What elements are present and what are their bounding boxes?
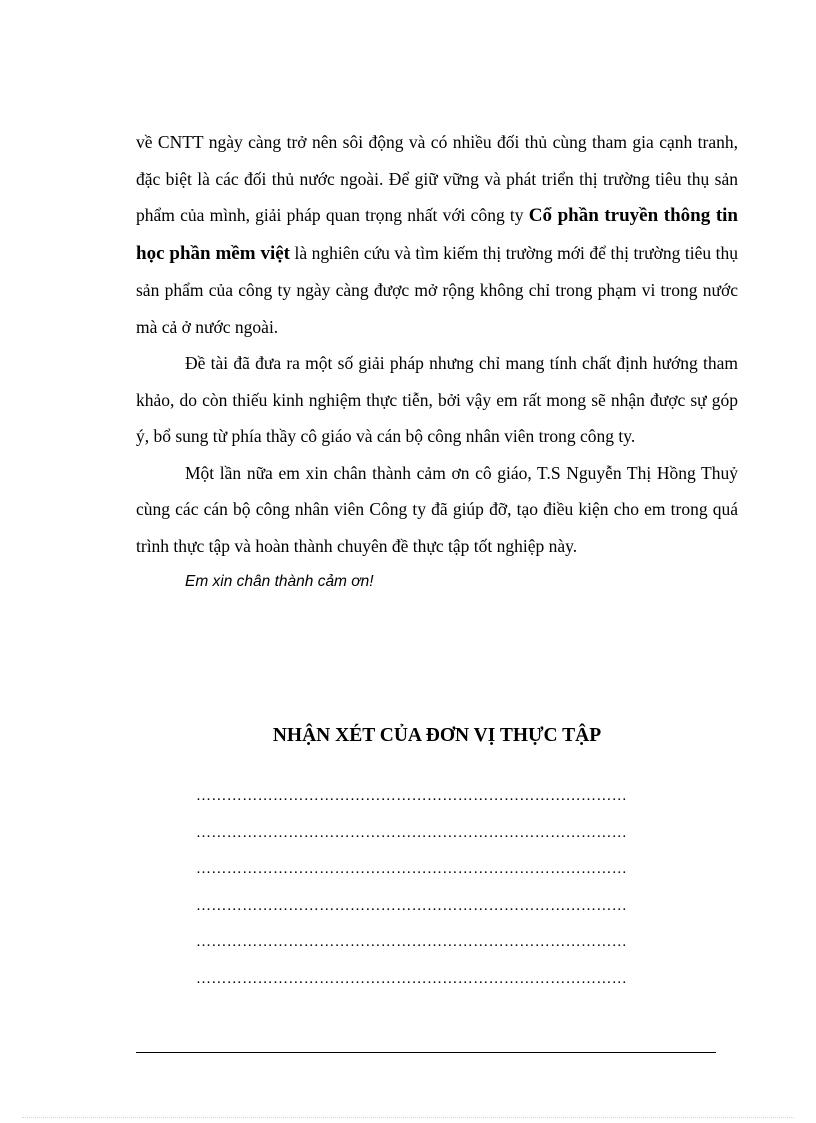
- dotted-line: …………………………………………………………………………: [196, 824, 628, 841]
- dotted-line: …………………………………………………………………………: [196, 970, 628, 987]
- paragraph-thanks: Một lần nữa em xin chân thành cảm ơn cô giáo, T.S Nguyễn Thị Hồng Thuỷ cùng các cán bộ công nhân viên Công ty đã giúp đỡ, tạo điều kiện cho em trong quá trình thực tập và hoàn thành chuyên đề thực tập tốt nghiệp này.: [136, 462, 738, 556]
- paragraph-conclusion-end: là nghiên cứu và tìm kiếm thị trường mới để thị trường tiêu thụ sản phẩm của công ty ngày càng được mở rộng không chỉ trong phạm vi trong nước mà cả ở nước ngoài.: [136, 242, 739, 337]
- evaluation-title: NHẬN XÉT CỦA ĐƠN VỊ THỰC TẬP: [272, 725, 602, 746]
- paragraph-request: Đề tài đã đưa ra một số giải pháp nhưng chỉ mang tính chất định hướng tham khảo, do còn thiếu kinh nghiệm thực tiễn, bởi vậy em rất mong sẽ nhận được sự góp ý, bổ sung từ phía thầy cô giáo và cán bộ công nhân viên trong công ty.: [136, 353, 738, 446]
- paragraph-conclusion: [136, 124, 738, 345]
- dotted-line: …………………………………………………………………………: [196, 788, 628, 804]
- dotted-line: …………………………………………………………………………: [196, 897, 628, 914]
- closing-line: Em xin chân thành cảm ơn!: [185, 573, 374, 590]
- footer-divider: [136, 1052, 716, 1053]
- dotted-line: …………………………………………………………………………: [196, 934, 628, 950]
- company-name: Cổ phần truyền thông tin học phần mềm việt: [136, 205, 738, 264]
- paragraph-conclusion-start: về CNTT ngày càng trở nên sôi động và có nhiều đối thủ cùng tham gia cạnh tranh, đặc biệt là các đối thủ nước ngoài. Để giữ vững và phát triển thị trường tiêu thụ sản phẩm của mình, giải pháp quan trọng nhất với công ty: [136, 132, 738, 225]
- evaluation-dotted-lines: [196, 784, 696, 1003]
- body-text: [136, 124, 738, 601]
- dotted-line: …………………………………………………………………………: [196, 861, 628, 877]
- page-bottom-edge: [22, 1117, 794, 1118]
